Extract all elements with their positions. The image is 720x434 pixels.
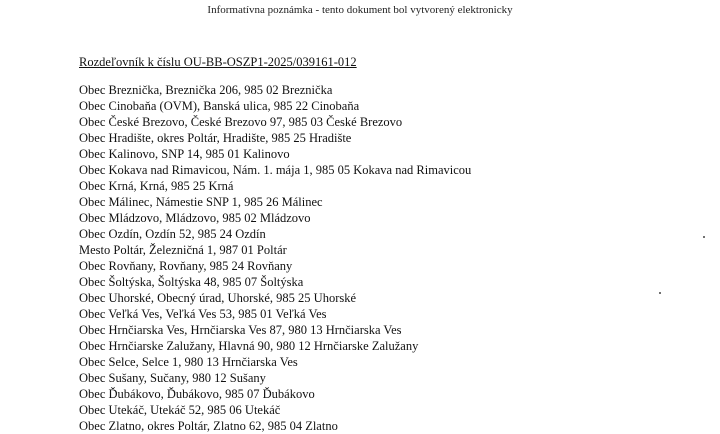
recipient-item: Obec České Brezovo, České Brezovo 97, 985 03 České Brezovo xyxy=(79,115,403,129)
recipient-item: Obec Uhorské, Obecný úrad, Uhorské, 985 25 Uhorské xyxy=(79,291,357,305)
recipient-item: Obec Rovňany, Rovňany, 985 24 Rovňany xyxy=(79,259,293,273)
recipient-list xyxy=(79,82,471,434)
recipient-item: Obec Hrnčiarske Zalužany, Hlavná 90, 980 12 Hrnčiarske Zalužany xyxy=(79,339,419,353)
recipient-item: Obec Zlatno, okres Poltár, Zlatno 62, 985 04 Zlatno xyxy=(79,419,338,433)
recipient-item: Obec Kokava nad Rimavicou, Nám. 1. mája 1, 985 05 Kokava nad Rimavicou xyxy=(79,163,472,177)
recipient-item: Obec Krná, Krná, 985 25 Krná xyxy=(79,179,234,193)
distribution-list-title: Rozdeľovník k číslu OU-BB-OSZP1-2025/039161-012 xyxy=(79,55,357,69)
recipient-item: Obec Breznička, Breznička 206, 985 02 Breznička xyxy=(79,83,333,97)
recipient-item: Obec Mládzovo, Mládzovo, 985 02 Mládzovo xyxy=(79,211,311,225)
recipient-item: Obec Ďubákovo, Ďubákovo, 985 07 Ďubákovo xyxy=(79,387,315,401)
scan-speck xyxy=(659,292,661,294)
recipient-item: Mesto Poltár, Železničná 1, 987 01 Poltár xyxy=(79,243,287,257)
scan-speck xyxy=(703,236,705,238)
recipient-item: Obec Hrnčiarska Ves, Hrnčiarska Ves 87, 980 13 Hrnčiarska Ves xyxy=(79,323,402,337)
recipient-item: Obec Šoltýska, Šoltýska 48, 985 07 Šoltýska xyxy=(79,275,304,289)
recipient-item: Obec Hradište, okres Poltár, Hradište, 985 25 Hradište xyxy=(79,131,352,145)
recipient-item: Obec Kalinovo, SNP 14, 985 01 Kalinovo xyxy=(79,147,290,161)
recipient-item: Obec Cinobaňa (OVM), Banská ulica, 985 22 Cinobaňa xyxy=(79,99,360,113)
recipient-item: Obec Málinec, Námestie SNP 1, 985 26 Málinec xyxy=(79,195,323,209)
recipient-item: Obec Veľká Ves, Veľká Ves 53, 985 01 Veľká Ves xyxy=(79,307,327,321)
recipient-item: Obec Utekáč, Utekáč 52, 985 06 Utekáč xyxy=(79,403,281,417)
electronic-document-note: Informatívna poznámka - tento dokument bol vytvorený elektronicky xyxy=(207,4,513,16)
recipient-item: Obec Sušany, Sučany, 980 12 Sušany xyxy=(79,371,266,385)
recipient-item: Obec Selce, Selce 1, 980 13 Hrnčiarska Ves xyxy=(79,355,298,369)
recipient-item: Obec Ozdín, Ozdín 52, 985 24 Ozdín xyxy=(79,227,266,241)
